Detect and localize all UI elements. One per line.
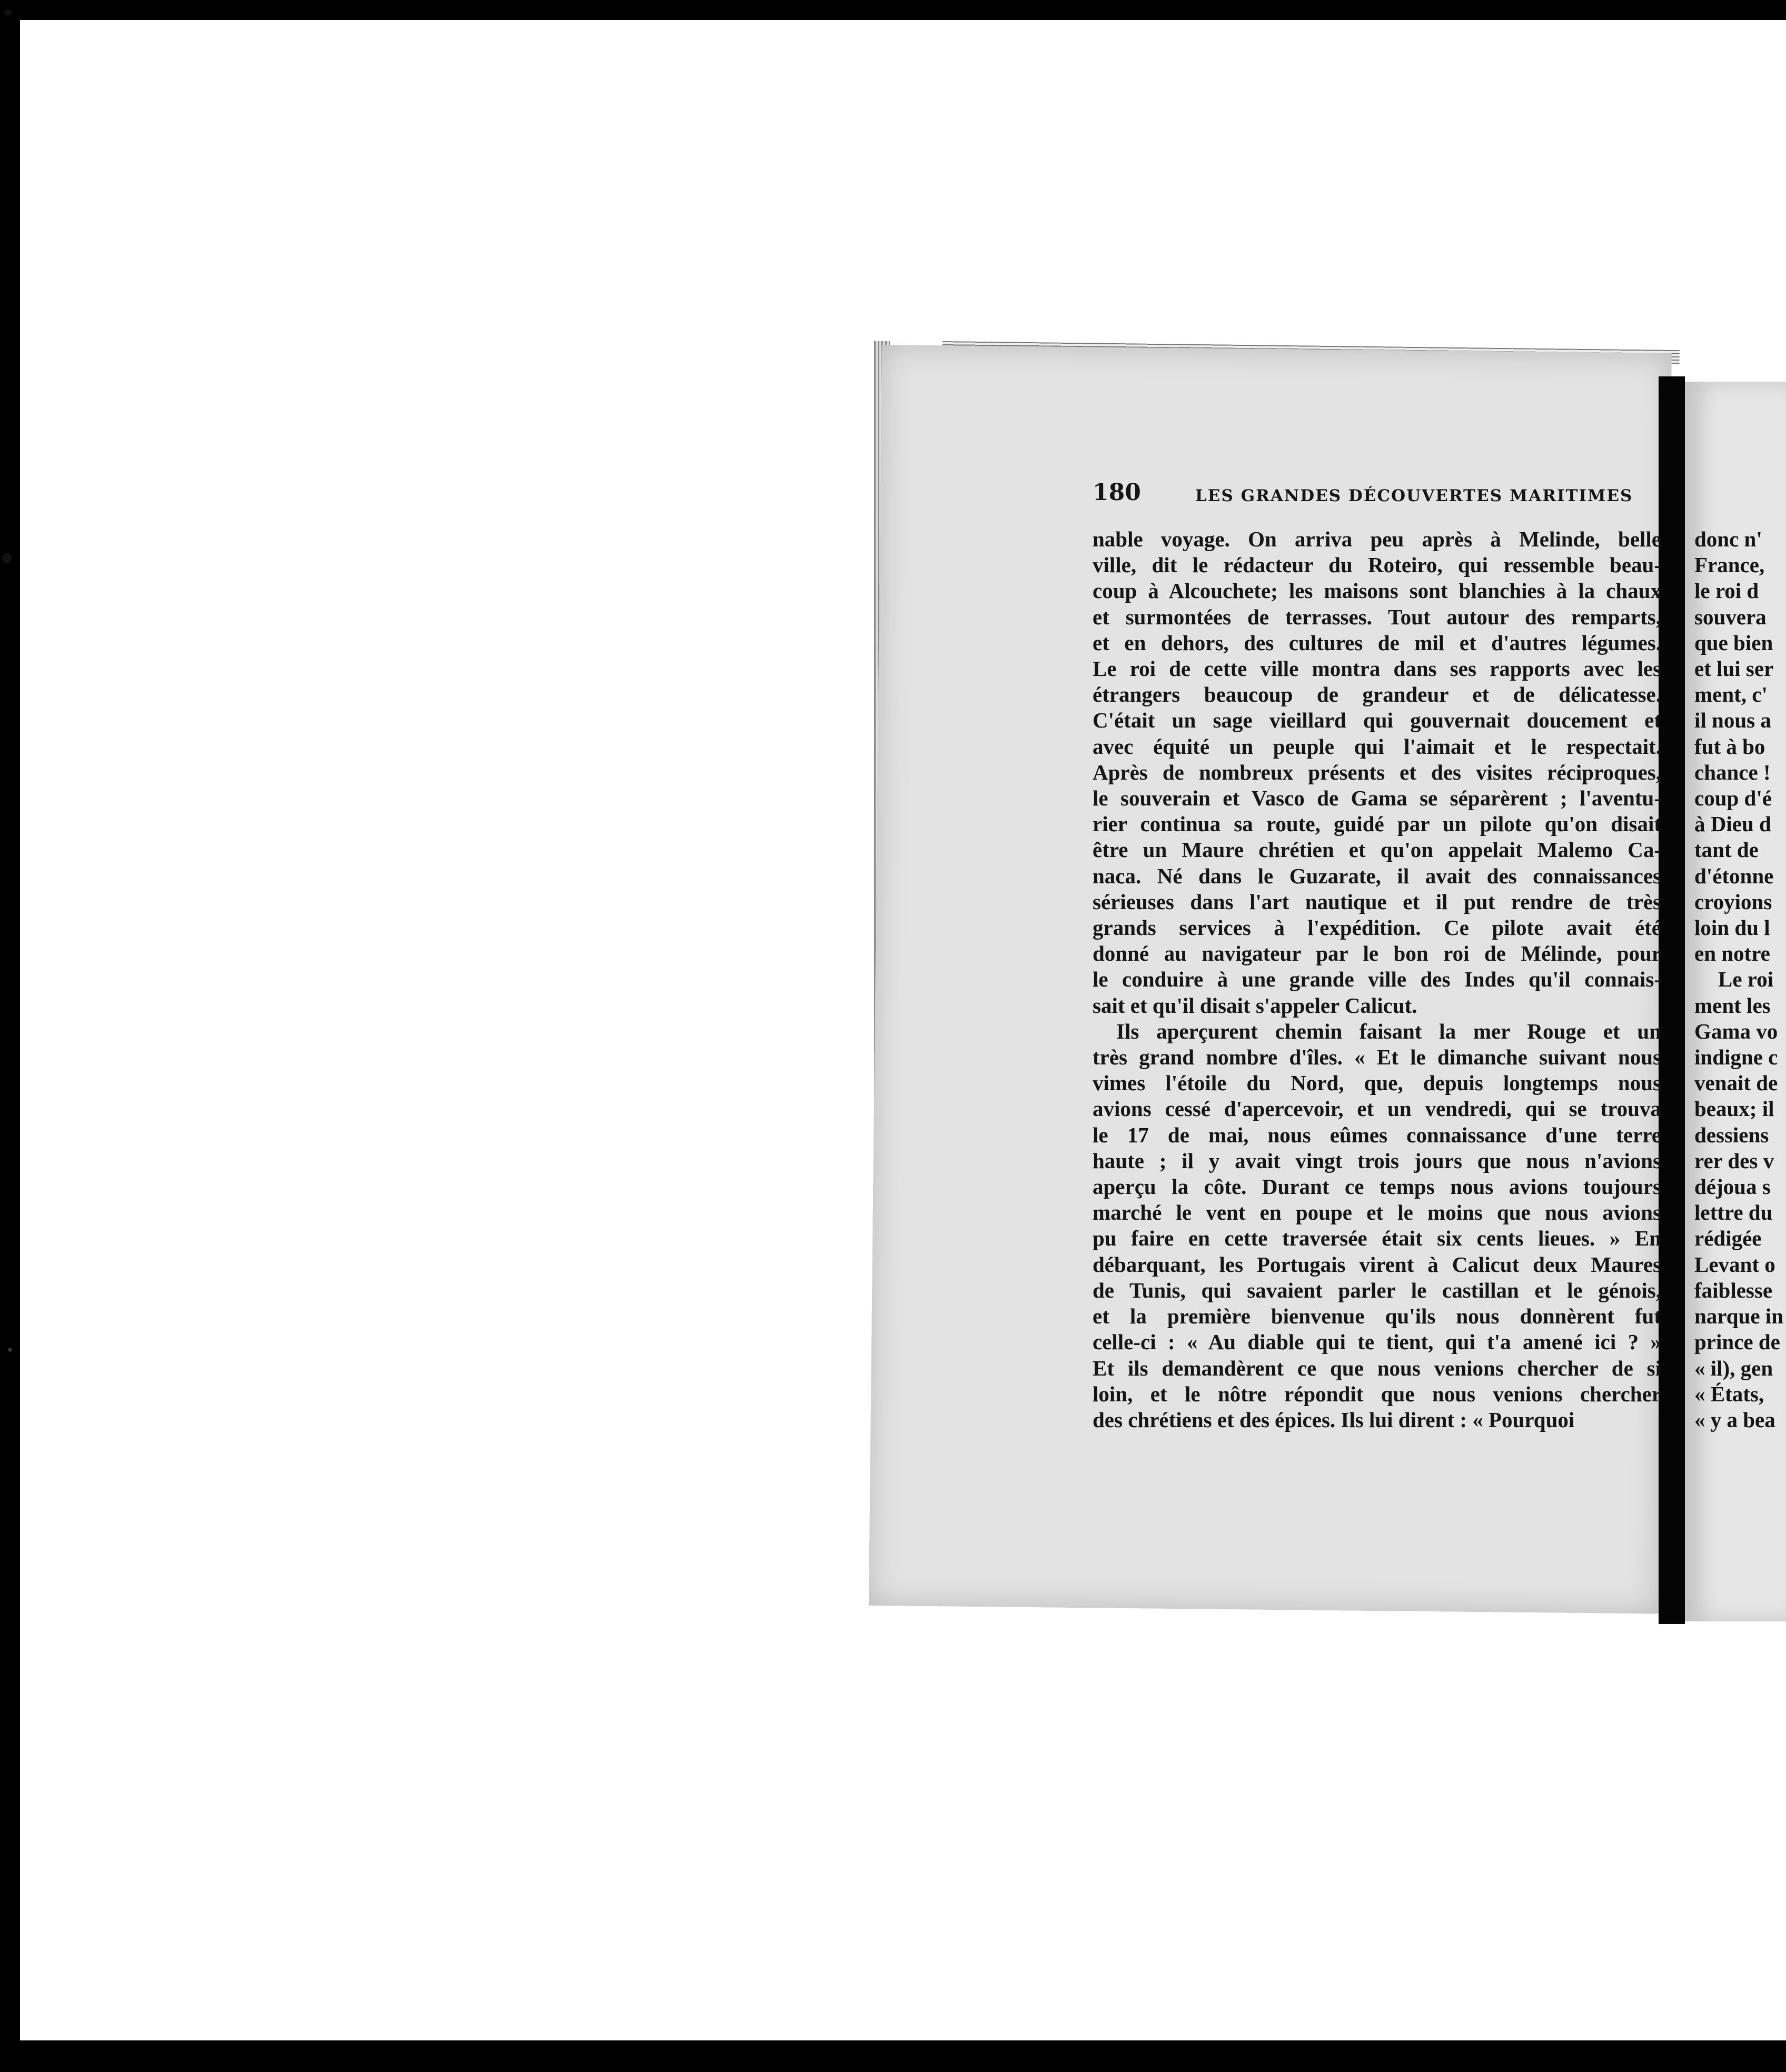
text-line: sait et qu'il disait s'appeler Calicut.	[1093, 993, 1417, 1018]
text-line: le 17 de mai, nous eûmes connaissance d'une terre	[1093, 1122, 1661, 1147]
text-line: et lui ser	[1694, 656, 1774, 681]
text-line: et en dehors, des cultures de mil et d'autres légumes.	[1093, 630, 1661, 655]
text-line: « y a bea	[1694, 1407, 1775, 1432]
text-line: croyions	[1694, 889, 1772, 914]
text-line: des chrétiens et des épices. Ils lui dirent : « Pourquoi	[1093, 1407, 1575, 1432]
text-line: faiblesse	[1694, 1278, 1773, 1302]
text-line: narque in	[1694, 1304, 1784, 1329]
left-page-text	[1093, 526, 1661, 1433]
book-gutter	[1659, 376, 1685, 1624]
text-line: à Dieu d	[1694, 812, 1771, 836]
text-line: tant de	[1694, 838, 1759, 862]
text-line: pu faire en cette traversée était six cents lieues. » En	[1093, 1226, 1661, 1251]
text-line: le roi d	[1694, 579, 1759, 603]
text-line: sérieuses dans l'art nautique et il put rendre de très	[1093, 889, 1661, 914]
running-head-title: LES GRANDES DÉCOUVERTES MARITIMES	[1195, 486, 1633, 505]
text-line: dessiens	[1694, 1122, 1769, 1147]
text-line: coup à Alcouchete; les maisons sont blanchies à la chaux	[1093, 579, 1661, 603]
text-line: marché le vent en poupe et le moins que nous avions	[1093, 1200, 1661, 1225]
text-line: débarquant, les Portugais virent à Calicut deux Maures	[1093, 1252, 1661, 1277]
text-line: de Tunis, qui savaient parler le castillan et le génois,	[1093, 1278, 1661, 1302]
text-line: souvera	[1694, 604, 1767, 629]
text-line: Le roi de cette ville montra dans ses rapports avec les	[1093, 656, 1661, 681]
text-line: Et ils demandèrent ce que nous venions chercher de si	[1093, 1356, 1661, 1380]
text-line: donné au navigateur par le bon roi de Mélinde, pour	[1093, 941, 1661, 966]
text-line: rédigée	[1694, 1226, 1762, 1251]
text-line: « États,	[1694, 1381, 1764, 1406]
text-line: très grand nombre d'îles. « Et le dimanche suivant nous	[1093, 1045, 1661, 1070]
text-line: avec équité un peuple qui l'aimait et le respectait.	[1093, 734, 1661, 759]
text-line: loin du l	[1694, 915, 1770, 940]
text-line: le souverain et Vasco de Gama se séparèrent ; l'aventu-	[1093, 786, 1661, 811]
text-line: rer des v	[1694, 1148, 1774, 1173]
text-line: vimes l'étoile du Nord, que, depuis longtemps nous	[1093, 1071, 1661, 1095]
text-line: étrangers beaucoup de grandeur et de délicatesse.	[1093, 682, 1661, 707]
text-line: Gama vo	[1694, 1019, 1778, 1043]
text-line: fut à bo	[1694, 734, 1765, 759]
text-line: Après de nombreux présents et des visites réciproques,	[1093, 760, 1661, 784]
text-line: Le roi	[1718, 967, 1774, 992]
text-line: grands services à l'expédition. Ce pilote avait été	[1093, 915, 1661, 940]
text-line: Ils aperçurent chemin faisant la mer Rouge et un	[1116, 1019, 1661, 1043]
text-line: il nous a	[1694, 708, 1771, 733]
text-line: d'étonne	[1694, 863, 1774, 888]
text-line: C'était un sage vieillard qui gouvernait doucement et	[1093, 708, 1661, 733]
text-line: donc n'	[1694, 527, 1762, 551]
text-line: le conduire à une grande ville des Indes qu'il connais-	[1093, 967, 1661, 992]
text-line: rier continua sa route, guidé par un pilote qu'on disait	[1093, 812, 1661, 836]
text-line: France,	[1694, 553, 1765, 577]
text-line: prince de	[1694, 1330, 1780, 1354]
text-line: déjoua s	[1694, 1174, 1771, 1199]
text-line: ment les	[1694, 993, 1771, 1018]
text-line: nable voyage. On arriva peu après à Melinde, belle	[1093, 527, 1661, 551]
text-line: indigne c	[1694, 1045, 1778, 1070]
text-line: naca. Né dans le Guzarate, il avait des connaissances	[1093, 863, 1661, 888]
page-number: 180	[1093, 479, 1141, 506]
text-line: ment, c'	[1694, 682, 1768, 707]
text-line: et la première bienvenue qu'ils nous donnèrent fut	[1093, 1304, 1661, 1329]
text-line: loin, et le nôtre répondit que nous venions chercher	[1093, 1381, 1661, 1406]
text-line: haute ; il y avait vingt trois jours que nous n'avions	[1093, 1148, 1661, 1173]
text-line: venait de	[1694, 1071, 1778, 1095]
text-line: Levant o	[1694, 1252, 1775, 1277]
text-line: aperçu la côte. Durant ce temps nous avions toujours	[1093, 1174, 1661, 1199]
text-line: et surmontées de terrasses. Tout autour des remparts,	[1093, 604, 1661, 629]
text-line: être un Maure chrétien et qu'on appelait Malemo Ca-	[1093, 838, 1661, 862]
running-head	[1093, 479, 1661, 516]
text-line: chance !	[1694, 760, 1771, 784]
text-line: que bien	[1694, 630, 1773, 655]
text-line: beaux; il	[1694, 1097, 1774, 1121]
text-line: coup d'é	[1694, 786, 1772, 811]
text-line: ville, dit le rédacteur du Roteiro, qui ressemble beau-	[1093, 553, 1661, 577]
text-line: avions cessé d'apercevoir, et un vendredi, qui se trouva	[1093, 1097, 1661, 1121]
text-line: lettre du	[1694, 1200, 1773, 1225]
text-line: en notre	[1694, 941, 1770, 966]
text-line: celle-ci : « Au diable qui te tient, qui t'a amené ici ? »	[1093, 1330, 1661, 1354]
text-line: « il), gen	[1694, 1356, 1773, 1380]
right-page-text	[1694, 526, 1786, 1433]
